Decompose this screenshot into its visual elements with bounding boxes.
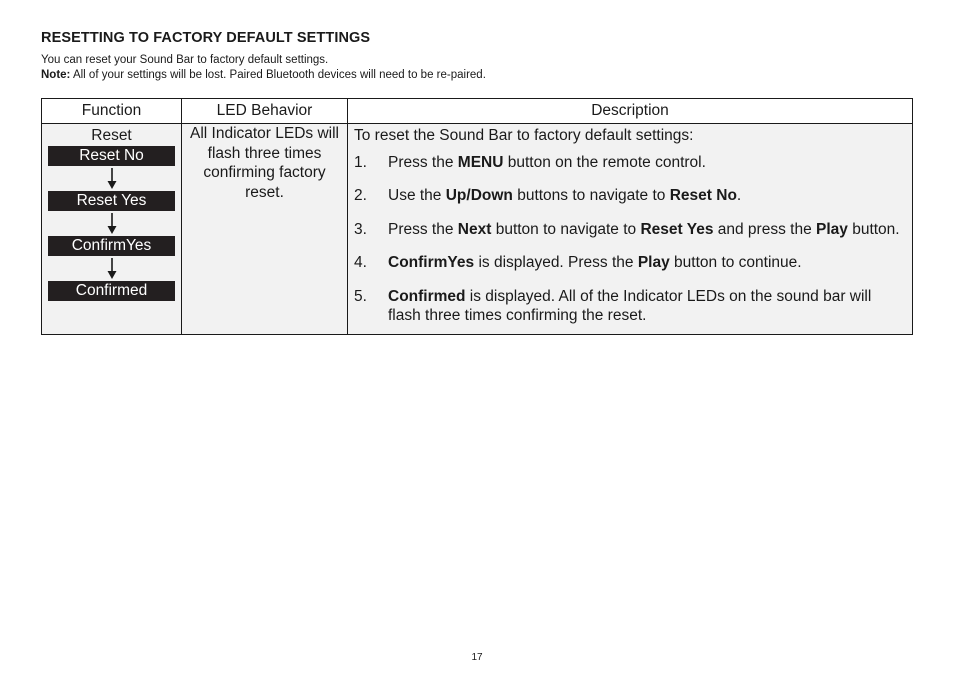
step-text — [388, 220, 900, 240]
flow-box-reset-yes: Reset Yes — [48, 191, 175, 211]
led-behavior-cell: All Indicator LEDs will flash three times confirming factory reset. — [182, 124, 348, 335]
note-text: All of your settings will be lost. Paired Bluetooth devices will need to be re-paired. — [70, 69, 486, 81]
arrow-down-icon — [106, 256, 118, 281]
step-item — [354, 253, 904, 273]
intro-text — [41, 53, 486, 83]
table-row — [42, 124, 913, 335]
function-title: Reset — [91, 127, 132, 144]
step-text-part: and press the — [713, 220, 816, 238]
note-line — [41, 68, 486, 83]
intro-line: You can reset your Sound Bar to factory default settings. — [41, 54, 329, 66]
step-text-part: Press the — [388, 220, 458, 238]
step-text-bold: Reset No — [669, 187, 737, 204]
step-text-part: Press the — [388, 153, 458, 171]
header-led-behavior: LED Behavior — [182, 99, 348, 124]
steps-list — [354, 153, 904, 326]
flow-box-reset-no: Reset No — [48, 146, 175, 166]
description-intro: To reset the Sound Bar to factory default settings: — [354, 127, 694, 144]
step-number: 4. — [354, 254, 367, 271]
step-text — [388, 287, 904, 326]
step-text-bold: Play — [816, 220, 848, 238]
step-text-bold: MENU — [457, 153, 504, 171]
step-text-part: is displayed. Press the — [474, 254, 638, 271]
step-text-bold: Confirmed — [388, 287, 466, 305]
step-number: 2. — [354, 187, 367, 204]
function-cell — [42, 124, 182, 335]
step-text — [388, 186, 741, 206]
step-item — [354, 153, 904, 173]
reset-flow — [42, 146, 181, 301]
flow-box-confirmed: Confirmed — [48, 281, 175, 301]
step-text-part: button to continue. — [669, 254, 802, 271]
step-text-bold: Play — [637, 254, 670, 271]
step-text-bold: Reset Yes — [640, 220, 714, 238]
step-text-part: buttons to navigate to — [512, 187, 670, 204]
arrow-down-icon — [106, 211, 118, 236]
section-heading: RESETTING TO FACTORY DEFAULT SETTINGS — [41, 30, 371, 46]
reset-settings-table — [41, 98, 913, 335]
flow-box-confirm-yes: ConfirmYes — [48, 236, 175, 256]
header-description: Description — [348, 99, 913, 124]
description-cell — [348, 124, 913, 335]
step-text — [388, 253, 802, 273]
step-item — [354, 186, 904, 206]
step-text-bold: ConfirmYes — [388, 254, 475, 271]
step-number: 3. — [354, 220, 367, 238]
step-text-part: . — [736, 187, 742, 204]
step-text-part: button. — [847, 220, 900, 238]
step-text-part: Use the — [388, 187, 446, 204]
table-header-row — [42, 99, 913, 124]
step-number: 5. — [354, 287, 367, 305]
header-function: Function — [42, 99, 182, 124]
step-item — [354, 287, 904, 326]
step-item — [354, 220, 904, 240]
step-text-part: is displayed. All of the Indicator LEDs on the sound bar will flash three times confirming the reset. — [388, 287, 872, 324]
step-text — [388, 153, 706, 173]
step-number: 1. — [354, 153, 367, 171]
page-number: 17 — [471, 652, 483, 663]
step-text-bold: Next — [457, 220, 492, 238]
note-label: Note: — [41, 69, 71, 81]
step-text-bold: Up/Down — [445, 187, 513, 204]
arrow-down-icon — [106, 166, 118, 191]
step-text-part: button on the remote control. — [503, 153, 706, 171]
step-text-part: button to navigate to — [491, 220, 641, 238]
